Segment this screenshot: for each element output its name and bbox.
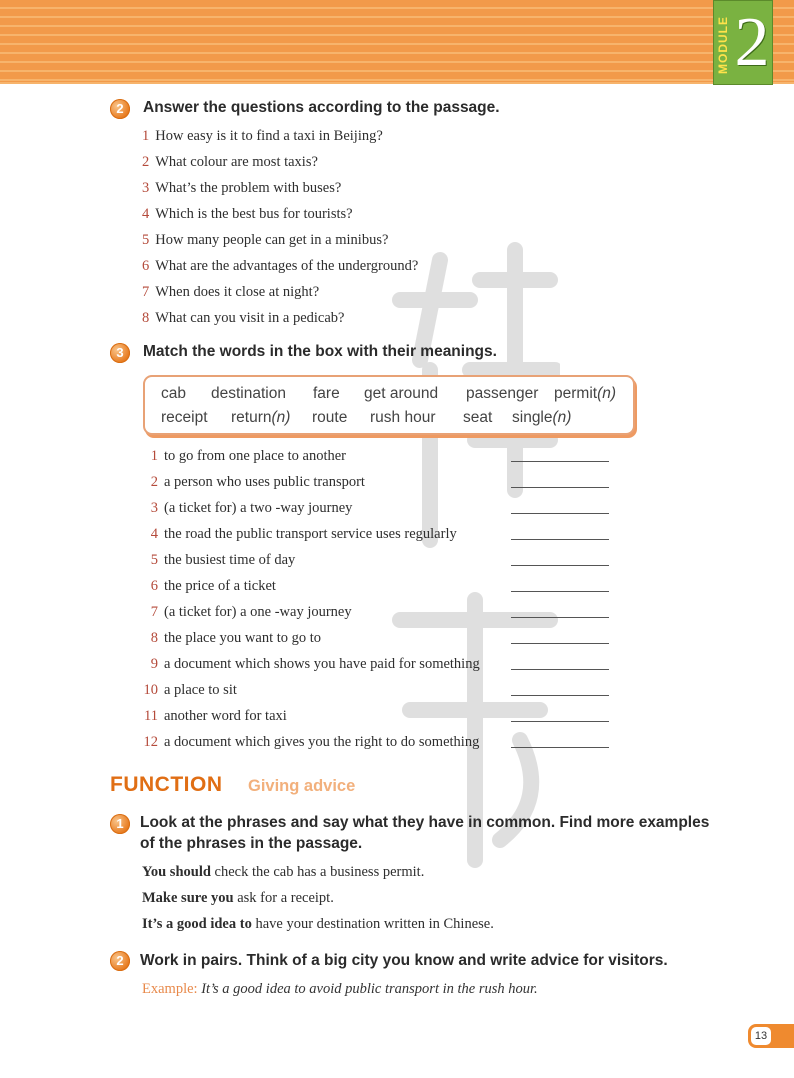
function-subtitle: Giving advice [248, 777, 356, 795]
task1-title-line1: Look at the phrases and say what they have in common. Find more examples [140, 814, 710, 831]
word-passenger: passenger [466, 385, 539, 402]
header-divider [0, 82, 794, 84]
definition-text: the road the public transport service uses regularly [164, 526, 457, 542]
definition-number: 11 [144, 708, 158, 724]
definition-text: another word for taxi [164, 708, 287, 724]
answer-blank[interactable] [511, 487, 609, 488]
definition-text: a place to sit [164, 682, 237, 698]
word-seat: seat [463, 409, 493, 426]
question-item: 8 What can you visit in a pedicab? [142, 310, 345, 326]
section2-title: Answer the questions according to the passage. [143, 99, 500, 116]
definition-number: 9 [150, 656, 158, 672]
definition-number: 7 [150, 604, 158, 620]
module-number: 2 [734, 4, 770, 81]
answer-blank[interactable] [511, 539, 609, 540]
answer-blank[interactable] [511, 747, 609, 748]
question-item: 4 Which is the best bus for tourists? [142, 206, 353, 222]
advice-phrase: It’s a good idea to have your destination written in Chinese. [142, 916, 494, 932]
definition-text: the place you want to go to [164, 630, 322, 646]
section-badge-2: 2 [110, 99, 130, 119]
definition-number: 1 [150, 448, 158, 464]
definition-text: the price of a ticket [164, 578, 276, 594]
header-stripes [0, 0, 794, 82]
definition-text: (a ticket for) a two -way journey [164, 500, 353, 516]
definition-text: to go from one place to another [164, 448, 346, 464]
answer-blank[interactable] [511, 617, 609, 618]
word-cab: cab [161, 385, 186, 402]
definition-text: (a ticket for) a one -way journey [164, 604, 352, 620]
task2-title: Work in pairs. Think of a big city you know and write advice for visitors. [140, 952, 668, 969]
page-number-tab [748, 1024, 794, 1048]
definition-number: 5 [150, 552, 158, 568]
answer-blank[interactable] [511, 721, 609, 722]
advice-phrase: Make sure you ask for a receipt. [142, 890, 334, 906]
question-item: 5 How many people can get in a minibus? [142, 232, 389, 248]
question-item: 7 When does it close at night? [142, 284, 320, 300]
definition-number: 4 [150, 526, 158, 542]
word-single: single(n) [512, 409, 572, 426]
definition-text: a person who uses public transport [164, 474, 365, 490]
definition-number: 10 [143, 682, 158, 698]
word-permit: permit(n) [554, 385, 617, 402]
task1-title-line2: of the phrases in the passage. [140, 835, 363, 852]
word-return: return(n) [231, 409, 291, 426]
definition-text: a document which gives you the right to do something [164, 734, 480, 750]
answer-blank[interactable] [511, 669, 609, 670]
answer-blank[interactable] [511, 643, 609, 644]
task-badge-1: 1 [110, 814, 130, 834]
word-rush-hour: rush hour [370, 409, 436, 426]
advice-phrase: You should check the cab has a business permit. [142, 864, 425, 880]
answer-blank[interactable] [511, 461, 609, 462]
section-badge-3: 3 [110, 343, 130, 363]
definition-text: a document which shows you have paid for something [164, 656, 480, 672]
function-title: FUNCTION [110, 773, 223, 796]
definition-number: 2 [150, 474, 158, 490]
word-destination: destination [211, 385, 286, 402]
word-get-around: get around [364, 385, 439, 402]
section3-title: Match the words in the box with their meanings. [143, 343, 497, 360]
question-item: 3 What’s the problem with buses? [142, 180, 342, 196]
word-receipt: receipt [161, 409, 208, 426]
answer-blank[interactable] [511, 591, 609, 592]
module-label: MODULE [716, 16, 730, 74]
watermark-calligraphy-icon [380, 240, 560, 880]
definition-number: 12 [143, 734, 158, 750]
question-item: 6 What are the advantages of the underground? [142, 258, 419, 274]
definition-text: the busiest time of day [164, 552, 296, 568]
task-badge-2: 2 [110, 951, 130, 971]
page-number: 13 [751, 1027, 771, 1045]
definition-number: 6 [150, 578, 158, 594]
word-route: route [312, 409, 348, 426]
word-fare: fare [313, 385, 340, 402]
definition-number: 8 [150, 630, 158, 646]
question-item: 1 How easy is it to find a taxi in Beijing? [142, 128, 383, 144]
example-line: Example: It’s a good idea to avoid public transport in the rush hour. [142, 981, 538, 997]
answer-blank[interactable] [511, 513, 609, 514]
module-tab [713, 0, 773, 85]
word-box [143, 375, 635, 435]
answer-blank[interactable] [511, 565, 609, 566]
answer-blank[interactable] [511, 695, 609, 696]
question-item: 2 What colour are most taxis? [142, 154, 318, 170]
definition-number: 3 [150, 500, 158, 516]
